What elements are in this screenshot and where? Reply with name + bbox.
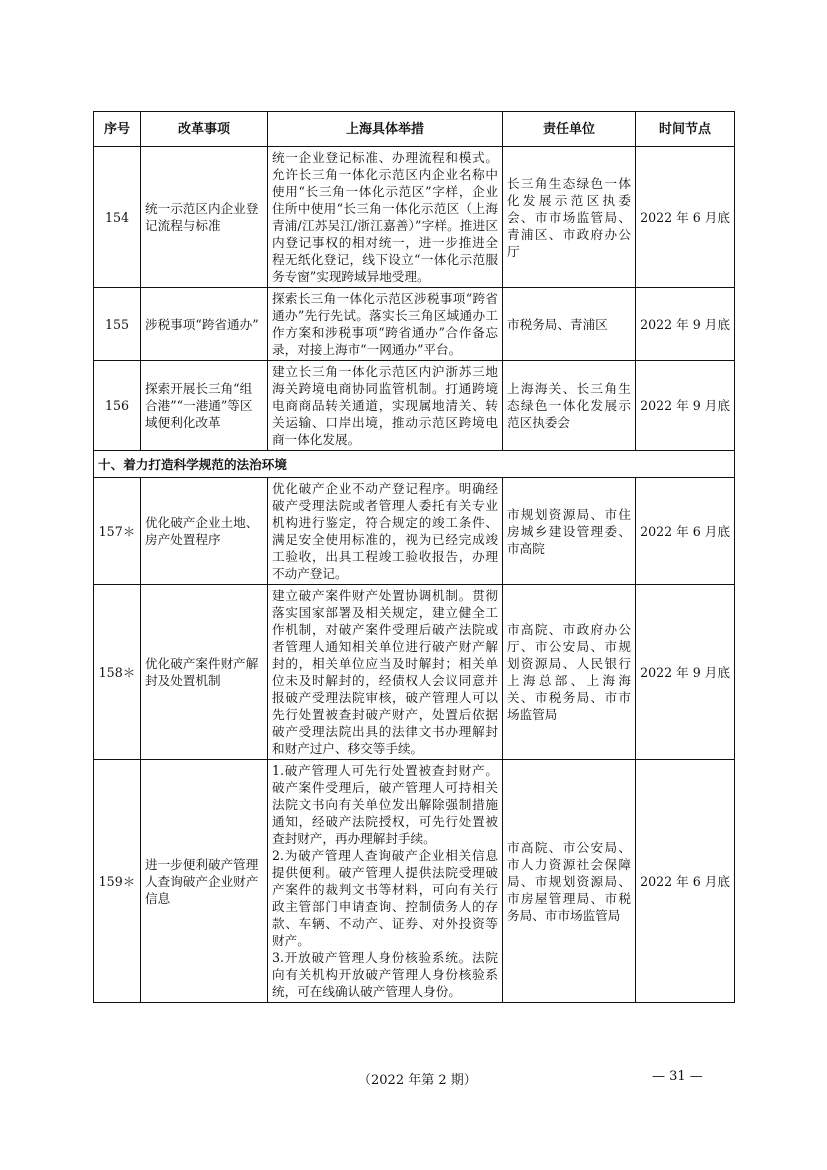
header-time: 时间节点 <box>636 112 735 147</box>
measure-text: 1.破产管理人可先行处置被查封财产。破产案件受理后，破产管理人可持相关法院文书向有关单位发出解除强制措施通知，经破产法院授权，可先行处置被查封财产，再办理解封手续。 2.为破产管理人查询破产企业相关信息提供便利。破产管理人提供法院受理破产案件的裁判文书等材料，可向有关行政主管部门申请查询、控制债务人的存款、车辆、不动产、证券、对外投资等财产。 3.开放破产管理人身份核验系统。法院向有关机构开放破产管理人身份核验系统，可在线确认破产管理人身份。 <box>268 760 503 1003</box>
time-node: 2022 年 6 月底 <box>636 478 735 585</box>
table-row <box>94 478 735 585</box>
table-row <box>94 585 735 760</box>
header-no: 序号 <box>94 112 141 147</box>
row-number: 156 <box>94 361 141 451</box>
table-row <box>94 147 735 288</box>
measure-text: 探索长三角一体化示范区涉税事项“跨省通办”先行先试。落实长三角区域通办工作方案和涉税事项“跨省通办”合作备忘录，对接上海市“一网通办”平台。 <box>268 288 503 361</box>
responsible-unit: 市高院、市政府办公厅、市公安局、市规划资源局、人民银行上海总部、上海海关、市税务局、市市场监管局 <box>503 585 636 760</box>
time-node: 2022 年 9 月底 <box>636 288 735 361</box>
row-number: 157＊ <box>94 478 141 585</box>
table-row <box>94 361 735 451</box>
header-unit: 责任单位 <box>503 112 636 147</box>
reform-item: 优化破产企业土地、房产处置程序 <box>141 478 268 585</box>
reform-item: 探索开展长三角“组合港”“一港通”等区域便利化改革 <box>141 361 268 451</box>
row-number: 159＊ <box>94 760 141 1003</box>
section-row <box>94 451 735 478</box>
row-number: 154 <box>94 147 141 288</box>
reform-item: 优化破产案件财产解封及处置机制 <box>141 585 268 760</box>
responsible-unit: 市高院、市公安局、市人力资源社会保障局、市规划资源局、市房屋管理局、市税务局、市市场监管局 <box>503 760 636 1003</box>
table-header-row <box>94 112 735 147</box>
section-title: 十、着力打造科学规范的法治环境 <box>94 451 735 478</box>
header-measure: 上海具体举措 <box>268 112 503 147</box>
header-item: 改革事项 <box>141 112 268 147</box>
time-node: 2022 年 6 月底 <box>636 147 735 288</box>
table-row <box>94 288 735 361</box>
page-number: — 31 — <box>652 1069 703 1084</box>
reform-measures-table <box>93 111 735 1003</box>
reform-item: 统一示范区内企业登记流程与标准 <box>141 147 268 288</box>
measure-text: 建立长三角一体化示范区内沪浙苏三地海关跨境电商协同监管机制。打通跨境电商商品转关通道，实现属地清关、转关运输、口岸出境，推动示范区跨境电商一体化发展。 <box>268 361 503 451</box>
row-number: 155 <box>94 288 141 361</box>
responsible-unit: 市规划资源局、市住房城乡建设管理委、市高院 <box>503 478 636 585</box>
responsible-unit: 市税务局、青浦区 <box>503 288 636 361</box>
issue-label: （2022 年第 2 期） <box>358 1073 477 1088</box>
measure-text: 优化破产企业不动产登记程序。明确经破产受理法院或者管理人委托有关专业机构进行鉴定，符合规定的竣工条件、满足安全使用标准的，视为已经完成竣工验收，出具工程竣工验收报告，办理不动产登记。 <box>268 478 503 585</box>
time-node: 2022 年 9 月底 <box>636 361 735 451</box>
reform-item: 涉税事项“跨省通办” <box>141 288 268 361</box>
time-node: 2022 年 9 月底 <box>636 585 735 760</box>
responsible-unit: 上海海关、长三角生态绿色一体化发展示范区执委会 <box>503 361 636 451</box>
reform-item: 进一步便利破产管理人查询破产企业财产信息 <box>141 760 268 1003</box>
measure-text: 建立破产案件财产处置协调机制。贯彻落实国家部署及相关规定，建立健全工作机制，对破产案件受理后破产法院或者管理人通知相关单位进行破产财产解封的，相关单位应当及时解封；相关单位未及时解封的，经债权人会议同意并报破产受理法院审核，破产管理人可以先行处置被查封破产财产，处置后依据破产受理法院出具的法律文书办理解封和财产过户、移交等手续。 <box>268 585 503 760</box>
responsible-unit: 长三角生态绿色一体化发展示范区执委会、市市场监管局、青浦区、市政府办公厅 <box>503 147 636 288</box>
measure-text: 统一企业登记标准、办理流程和模式。允许长三角一体化示范区内企业名称中使用“长三角一体化示范区”字样，企业住所中使用“长三角一体化示范区（上海青浦/江苏吴江/浙江嘉善）”字样。推进区内登记事权的相对统一，进一步推进全程无纸化登记，线下设立“一体化示范服务专窗”实现跨域异地受理。 <box>268 147 503 288</box>
table-row <box>94 760 735 1003</box>
row-number: 158＊ <box>94 585 141 760</box>
time-node: 2022 年 6 月底 <box>636 760 735 1003</box>
